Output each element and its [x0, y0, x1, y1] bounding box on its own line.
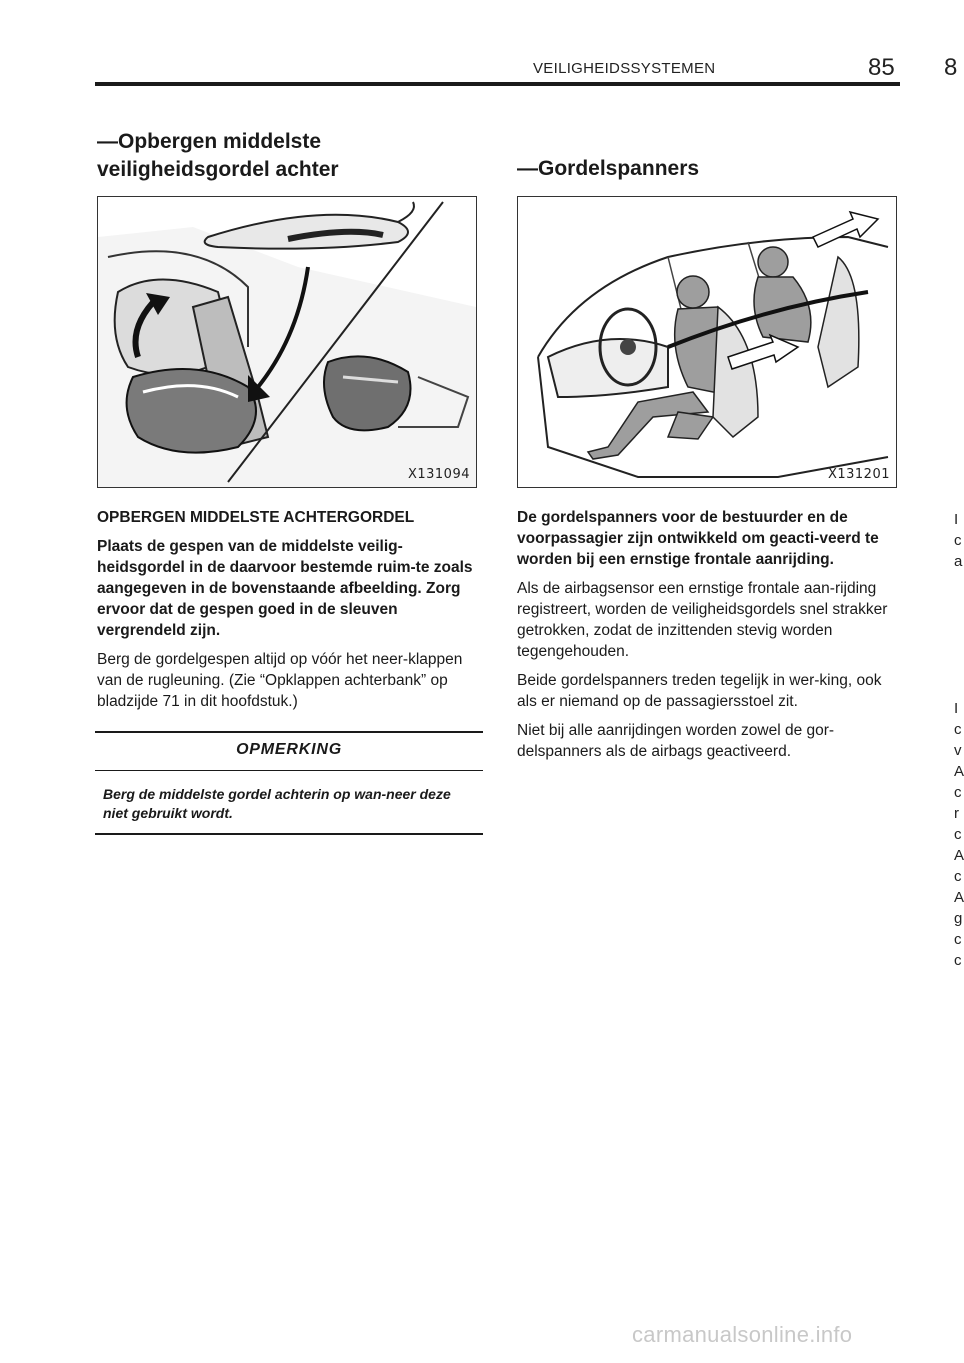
edge-char: g — [954, 910, 963, 927]
figure-code-right: X131201 — [827, 467, 890, 482]
edge-char: c — [954, 931, 962, 948]
section-title-storing-center-belt: —Opbergen middelste veiligheidsgordel achter — [97, 130, 339, 181]
page-number: 85 — [868, 54, 895, 81]
section-title-pretensioners: —Gordelspanners — [517, 157, 700, 180]
right-paragraph-1: Als de airbagsensor een ernstige frontale aan-rijding registreert, worden de veiligheidsgordels snel strakker getrokken, zodat de inzittenden stevig worden tegengehouden. — [517, 580, 888, 660]
header-rule — [95, 82, 900, 86]
left-bold-paragraph: Plaats de gespen van de middelste veilig-heidsgordel in de daarvoor bestemde ruim-te zoals aangegeven in de bovenstaande afbeelding. Zorg ervoor dat de gespen goed in de sleuven vergrendeld zijn. — [97, 538, 473, 639]
illustration-pretensioners — [517, 196, 897, 488]
belt-storage-drawing — [98, 197, 476, 487]
note-separator — [95, 770, 483, 771]
left-text-block — [97, 507, 482, 720]
edge-char: A — [954, 763, 964, 780]
illustration-center-belt-storage — [97, 196, 477, 488]
edge-char: c — [954, 952, 962, 969]
running-header-section: VEILIGHEIDSSYSTEMEN — [533, 60, 716, 77]
note-text: Berg de middelste gordel achterin op wan-neer deze niet gebruikt wordt. — [103, 786, 451, 821]
edge-char: v — [954, 742, 962, 759]
edge-char: A — [954, 847, 964, 864]
note-box — [95, 731, 483, 835]
edge-char: c — [954, 532, 962, 549]
left-heading: OPBERGEN MIDDELSTE ACHTERGORDEL — [97, 509, 415, 526]
right-bold-paragraph: De gordelspanners voor de bestuurder en de voorpassagier zijn ontwikkeld om geacti-veerd te worden bij een ernstige frontale aanrijding. — [517, 509, 879, 568]
watermark: carmanualsonline.info — [632, 1322, 853, 1347]
edge-char: c — [954, 721, 962, 738]
note-title: OPMERKING — [236, 741, 342, 758]
pretensioner-drawing — [518, 197, 896, 487]
edge-char: I — [954, 700, 959, 717]
figure-code-left: X131094 — [407, 467, 470, 482]
edge-char: I — [954, 511, 959, 528]
edge-char: A — [954, 889, 964, 906]
edge-gap — [954, 572, 964, 698]
right-paragraph-3: Niet bij alle aanrijdingen worden zowel de gor-delspanners als de airbags geactiveerd. — [517, 722, 835, 760]
edge-char: c — [954, 868, 962, 885]
next-page-edge-text — [954, 509, 964, 971]
edge-char: c — [954, 826, 962, 843]
left-body-paragraph: Berg de gordelgespen altijd op vóór het neer-klappen van de rugleuning. (Zie “Opklappen achterbank” op bladzijde 71 in dit hoofdstuk.) — [97, 651, 463, 710]
edge-char: a — [954, 553, 963, 570]
edge-char: c — [954, 784, 962, 801]
next-page-number-edge: 8 — [944, 54, 958, 81]
right-text-block — [517, 507, 902, 770]
right-paragraph-2: Beide gordelspanners treden tegelijk in wer-king, ook als er niemand op de passagiersstoel zit. — [517, 672, 882, 710]
edge-char: r — [954, 805, 959, 822]
